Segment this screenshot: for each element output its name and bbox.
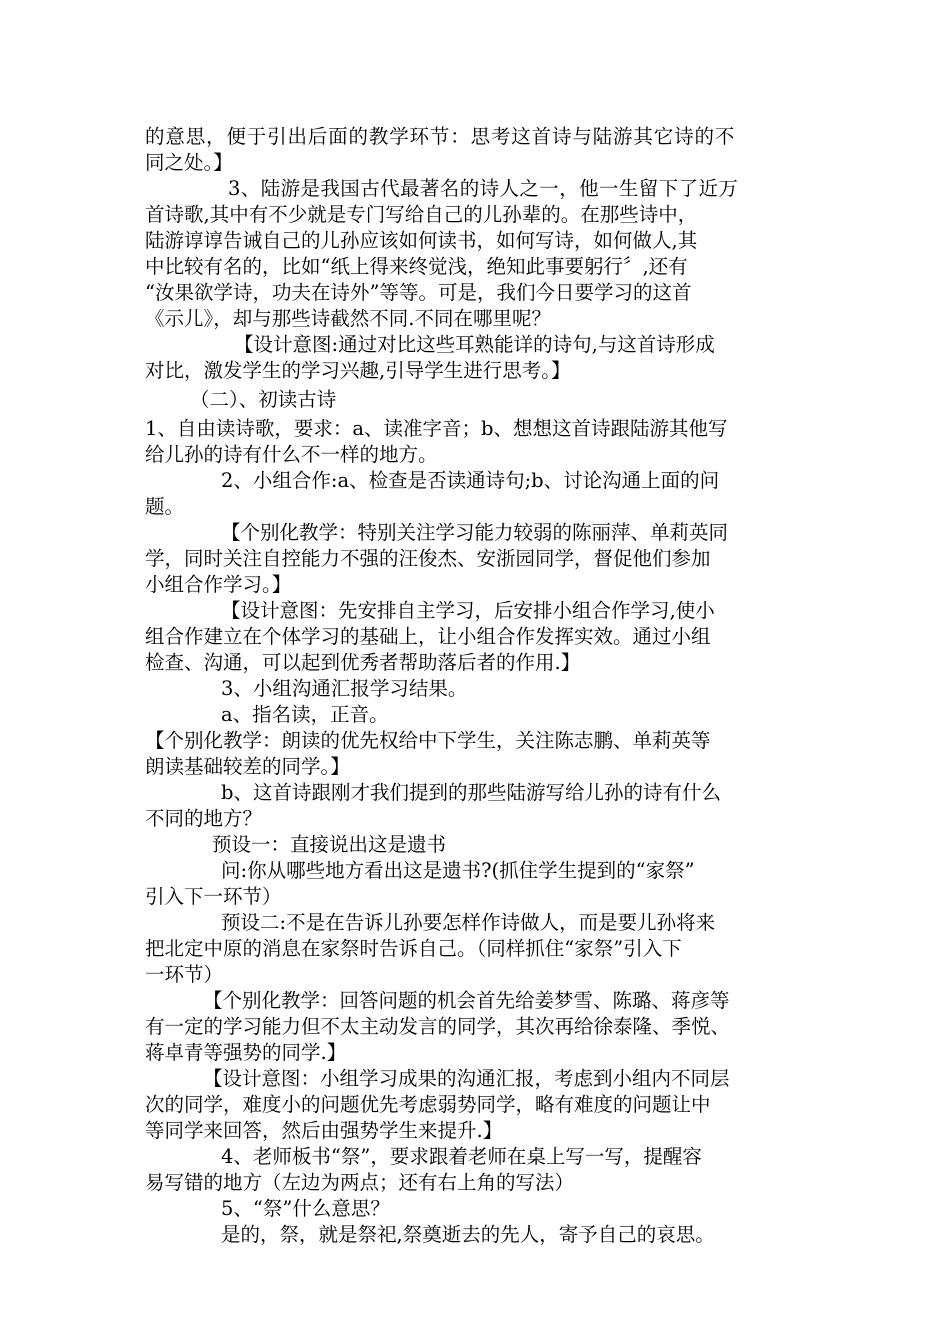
- text-line: 对比，激发学生的学习兴趣,引导学生进行思考。】: [145, 359, 571, 382]
- text-line: “汝果欲学诗，功夫在诗外”等等。可是，我们今日要学习的这首: [145, 281, 692, 304]
- text-line: 不同的地方？: [145, 807, 263, 830]
- text-line: 的意思，便于引出后面的教学环节：思考这首诗与陆游其它诗的不: [145, 125, 736, 148]
- text-line: 【设计意图：先安排自主学习，后安排小组合作学习,使小: [221, 599, 715, 622]
- text-line: 1、自由读诗歌，要求：a、读准字音；b、想想这首诗跟陆游其他写: [145, 417, 728, 440]
- text-line: 是的，祭，就是祭祀,祭奠逝去的先人，寄予自己的哀思。: [221, 1223, 715, 1246]
- text-line: 2、小组合作:a、检查是否读通诗句;b、讨论沟通上面的问: [221, 469, 720, 492]
- text-line: 蒋卓青等强势的同学.】: [145, 1041, 347, 1064]
- text-line: 同之处。】: [145, 151, 233, 174]
- text-line: 一环节）: [145, 963, 224, 986]
- text-line: 小组合作学习。】: [145, 573, 292, 596]
- text-line: 5、“祭”什么意思？: [221, 1197, 390, 1220]
- text-line: 中比较有名的，比如“纸上得来终觉浅，绝知此事要躬行〞,还有: [145, 255, 688, 278]
- text-line: 学，同时关注自控能力不强的汪俊杰、安浙园同学，督促他们参加: [145, 547, 711, 570]
- text-line: 问:你从哪些地方看出这是遗书?(抓住学生提到的“家祭”: [221, 859, 695, 882]
- text-line: 等同学来回答，然后由强势学生来提升.】: [145, 1119, 503, 1142]
- text-line: 《示儿》，却与那些诗截然不同.不同在哪里呢？: [145, 307, 551, 330]
- text-line: 组合作建立在个体学习的基础上，让小组合作发挥实效。通过小组: [145, 625, 711, 648]
- text-line: 【个别化教学：特别关注学习能力较弱的陈丽萍、单莉英同: [221, 521, 729, 544]
- text-line: 把北定中原的消息在家祭时告诉自己。（同样抓住“家祭”引入下: [145, 937, 682, 960]
- text-line: 3、小组沟通汇报学习结果。: [221, 677, 468, 700]
- text-line: 陆游谆谆告诫自己的儿孙应该如何读书，如何写诗，如何做人,其: [145, 229, 698, 252]
- text-line: a、指名读，正音。: [221, 703, 389, 726]
- text-line: b、这首诗跟刚才我们提到的那些陆游写给儿孙的诗有什么: [221, 781, 721, 804]
- text-line: 预设一：直接说出这是遗书: [212, 833, 447, 856]
- text-line: 4、老师板书“祭”，要求跟着老师在桌上写一写，提醒容: [221, 1145, 702, 1168]
- text-line: 预设二:不是在告诉儿孙要怎样作诗做人，而是要儿孙将来: [221, 911, 716, 934]
- section-heading: （二）、初读古诗: [190, 388, 337, 411]
- text-line: 题。: [145, 495, 185, 518]
- text-line: 检查、沟通，可以起到优秀者帮助落后者的作用.】: [145, 651, 581, 674]
- text-line: 次的同学，难度小的问题优先考虑弱势同学，略有难度的问题让中: [145, 1093, 711, 1116]
- text-line: 给儿孙的诗有什么不一样的地方。: [145, 443, 438, 466]
- text-line: 有一定的学习能力但不太主动发言的同学，其次再给徐泰隆、季悦、: [145, 1015, 731, 1038]
- text-line: 【个别化教学：朗读的优先权给中下学生，关注陈志鹏、单莉英等: [145, 729, 711, 752]
- text-line: 【设计意图:通过对比这些耳熟能详的诗句,与这首诗形成: [234, 333, 715, 356]
- text-line: 朗读基础较差的同学。】: [145, 755, 350, 778]
- text-line: 【设计意图：小组学习成果的沟通汇报，考虑到小组内不同层: [203, 1067, 730, 1090]
- text-line: 首诗歌,其中有不少就是专门写给自己的儿孙辈的。在那些诗中，: [145, 203, 698, 226]
- text-line: 【个别化教学：回答问题的机会首先给姜梦雪、陈璐、蒋彦等: [203, 989, 730, 1012]
- text-line: 3、陆游是我国古代最著名的诗人之一，他一生留下了近万: [228, 177, 739, 200]
- text-line: 易写错的地方（左边为两点；还有右上角的写法）: [145, 1171, 575, 1194]
- text-line: 引入下一环节）: [145, 885, 282, 908]
